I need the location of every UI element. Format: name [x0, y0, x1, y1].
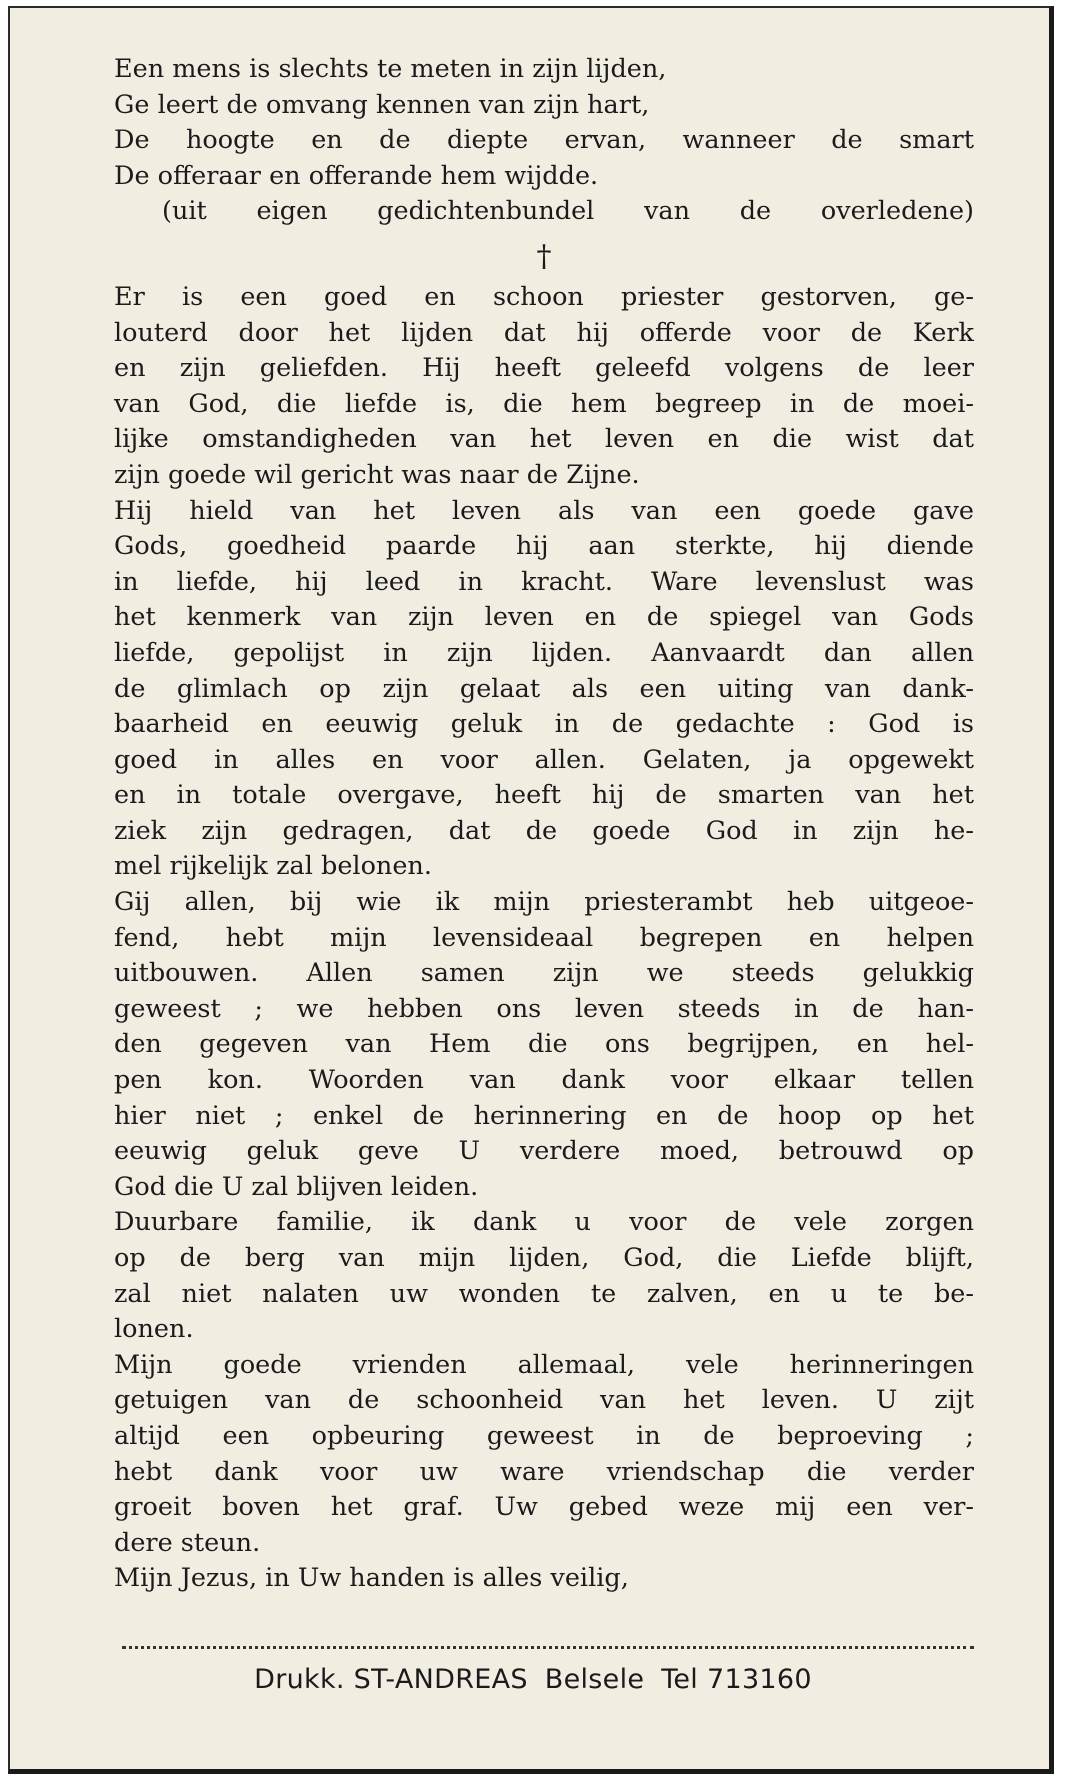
body-line: baarheid en eeuwig geluk in de gedachte : God is	[114, 709, 974, 740]
body-line: fend, hebt mijn levensideaal begrepen en helpen	[114, 922, 974, 953]
body-line: eeuwig geluk geve U verdere moed, betrouwd op	[114, 1136, 974, 1167]
body-line: Hij hield van het leven als van een goede gave	[114, 495, 974, 526]
verse-line: De hoogte en de diepte ervan, wanneer de smart	[114, 125, 974, 156]
body-line: in liefde, hij leed in kracht. Ware levenslust was	[114, 566, 974, 597]
body-line: hier niet ; enkel de herinnering en de hoop op het	[114, 1100, 974, 1131]
body-line: altijd een opbeuring geweest in de beproeving ;	[114, 1420, 974, 1451]
body-line: lijke omstandigheden van het leven en die wist dat	[114, 424, 974, 455]
body-line: het kenmerk van zijn leven en de spiegel van Gods	[114, 602, 974, 633]
cross-icon: †	[536, 238, 552, 274]
body-line: pen kon. Woorden van dank voor elkaar tellen	[114, 1065, 974, 1096]
body-line: Mijn Jezus, in Uw handen is alles veilig,	[114, 1563, 629, 1594]
body-line: en in totale overgave, heeft hij de smarten van het	[114, 780, 974, 811]
body-text	[114, 280, 974, 1597]
body-line: zijn goede wil gericht was naar de Zijne.	[114, 459, 640, 490]
body-line: mel rijkelijk zal belonen.	[114, 851, 432, 882]
body-line: geweest ; we hebben ons leven steeds in de han-	[114, 993, 974, 1024]
body-line: den gegeven van Hem die ons begrijpen, en hel-	[114, 1029, 974, 1060]
verse	[114, 52, 974, 230]
body-line: groeit boven het graf. Uw gebed weze mij een ver-	[114, 1492, 974, 1523]
body-line: lonen.	[114, 1314, 194, 1345]
printer-imprint	[10, 1664, 1056, 1695]
verse-line: Een mens is slechts te meten in zijn lijden,	[114, 54, 667, 84]
body-line: liefde, gepolijst in zijn lijden. Aanvaardt dan allen	[114, 637, 974, 668]
body-line: van God, die liefde is, die hem begreep in de moei-	[114, 388, 974, 419]
body-line: Duurbare familie, ik dank u voor de vele zorgen	[114, 1207, 974, 1238]
body-line: de glimlach op zijn gelaat als een uiting van dank-	[114, 673, 974, 704]
printer-phone: Tel 713160	[661, 1664, 812, 1695]
body-line: Mijn goede vrienden allemaal, vele herinneringen	[114, 1349, 974, 1380]
printer-place: Belsele	[544, 1664, 645, 1695]
card-text	[114, 52, 974, 1597]
body-line: ziek zijn gedragen, dat de goede God in zijn he-	[114, 815, 974, 846]
verse-line: De offeraar en offerande hem wijdde.	[114, 160, 599, 191]
body-line: God die U zal blijven leiden.	[114, 1171, 479, 1202]
body-line: dere steun.	[114, 1527, 261, 1558]
verse-source: (uit eigen gedichtenbundel van de overledene)	[162, 196, 974, 227]
dotted-divider	[122, 1646, 974, 1649]
body-line: louterd door het lijden dat hij offerde voor de Kerk	[114, 317, 974, 348]
memorial-card	[8, 6, 1054, 1774]
body-line: hebt dank voor uw ware vriendschap die verder	[114, 1456, 974, 1487]
body-line: en zijn geliefden. Hij heeft geleefd volgens de leer	[114, 353, 974, 384]
body-line: Gods, goedheid paarde hij aan sterkte, hij diende	[114, 531, 974, 562]
body-line: Er is een goed en schoon priester gestorven, ge-	[114, 281, 974, 312]
body-line: goed in alles en voor allen. Gelaten, ja opgewekt	[114, 744, 974, 775]
body-line: Gij allen, bij wie ik mijn priesterambt heb uitgeoe-	[114, 887, 974, 918]
body-line: uitbouwen. Allen samen zijn we steeds gelukkig	[114, 958, 974, 989]
body-line: getuigen van de schoonheid van het leven. U zijt	[114, 1385, 974, 1416]
body-line: op de berg van mijn lijden, God, die Liefde blijft,	[114, 1243, 974, 1273]
verse-line: Ge leert de omvang kennen van zijn hart,	[114, 89, 650, 120]
body-line: zal niet nalaten uw wonden te zalven, en u te be-	[114, 1278, 974, 1309]
printer-name: Drukk. ST-ANDREAS	[254, 1664, 528, 1695]
